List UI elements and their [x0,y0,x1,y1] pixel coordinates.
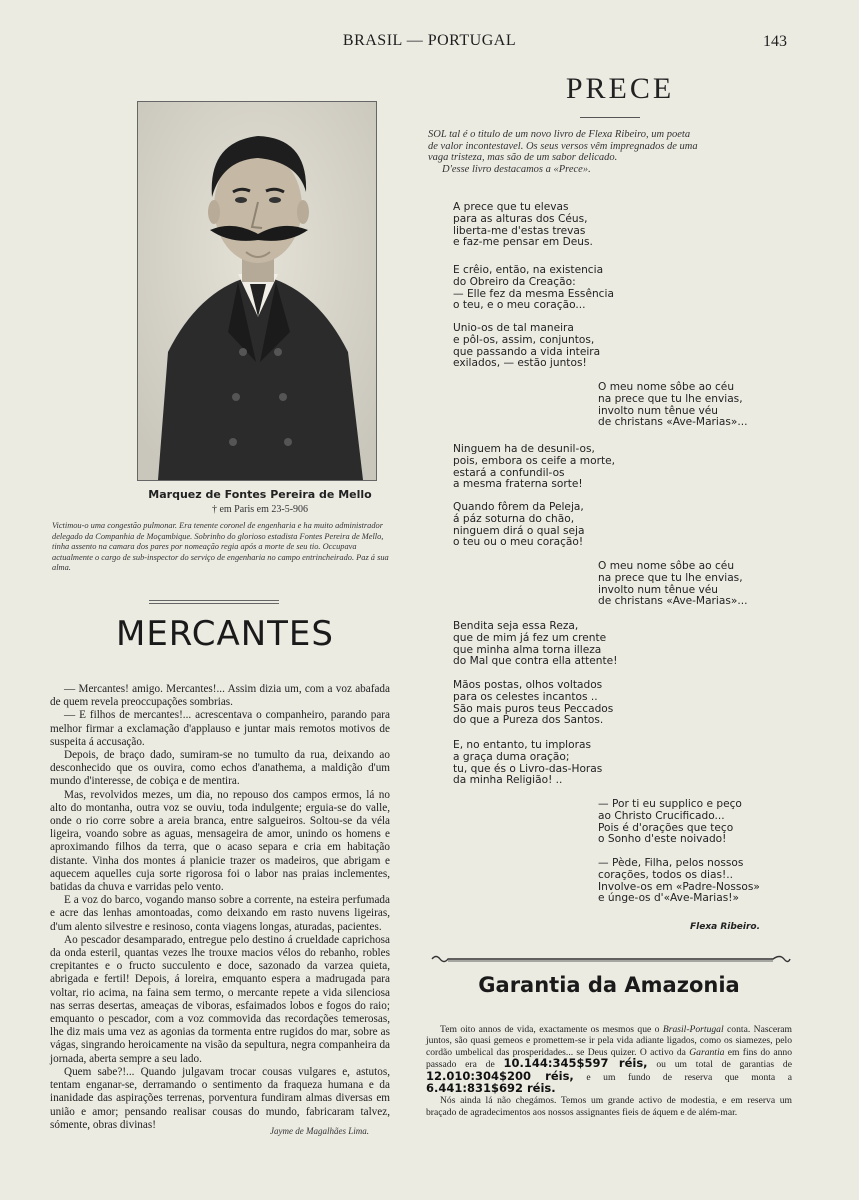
poem-line: ao Christo Crucificado... [598,809,725,822]
poem-stanza [598,858,760,905]
poem-line: O meu nome sôbe ao céu [598,560,735,572]
garantia-title: Garantia da Amazonia [478,973,740,997]
text-run: Tem oito annos de vida, exactamente os mesmos que o [440,1024,663,1035]
poem-line: E crêio, então, na existencia [453,264,604,276]
text-run: conta. Nasceram juntos, são quasi gemeos e promettem-se ir pela vida adiante ligados, como os siamezes, pelo cordão umbelical das prosperidades... se Deus quizer. O activo da [426,1024,792,1058]
text-run: Brasil-Portugal [662,1024,724,1035]
poem-line: Ninguem ha de desunil-os, [453,443,595,455]
poem-stanza [453,502,584,549]
text-run: em fins do anno passado era de [426,1046,792,1071]
garantia-body [426,1024,792,1118]
page-number: 143 [763,33,787,50]
intro-line: D'esse livro destacamos a «Prece». [442,163,591,175]
text-run: ou um total de garantias de [647,1059,792,1071]
story-paragraph: Quem sabe?!... Quando julgavam trocar cousas vulgares e, astutos, tentam enganar-se, derramando o sentimento da fraqueza humana e da inanidade das aspirações terrenas, porventura fundiram almas diversas em união e amor; pensando realisar cousas do mundo, fabricaram talvez, sómente, obras divinas! [50,1065,390,1131]
poem-line: E, no entanto, tu imploras [453,739,591,751]
poem-line: o teu, e o meu coração... [453,299,586,312]
story-paragraph: Ao pescador desamparado, entregue pelo destino á crueldade caprichosa da onda esteril, quantas vezes lhe trouxe macios vélos do rebanho, robles crepitantes e o fructo succulento e doce, sazonado da varzea quieta, abrigada e fertil! Depois, á loreira, emquanto espera a madrugada para voltar, rio acima, na faina sem termo, o mercante repete a vida silenciosa nas serras desertas, ameaças de viboras, esfaimados lobos e fogos do raio; emquanto o pescador, com a voz commovida das recordações temerosas, lhe diz mais uma vez as agonias da tormenta entre rugidos do mar, sobre as vágas, singrando heroicamente na visão da sepultura, negra companheira da jornada, aberta sempre a seu lado. [50,933,390,1065]
poem-line: que passando a vida inteira [453,345,601,358]
poem-line: de christans «Ave-Marias»... [598,595,748,608]
story-paragraph: Depois, de braço dado, sumiram-se no tumulto da rua, deixando ao desconhecido que os ouvira, como echos d'anathema, a maldição d'um mundo d'interesse, de cobiça e de mentira. [50,749,390,788]
poem-line: para as alturas dos Céus, [453,212,588,225]
poem-line: a graça duma oração; [453,750,570,763]
poem-stanza [453,621,617,668]
poem-stanza [598,561,747,608]
poem-line: involto num tênue véu [598,583,718,596]
poem-line: São mais puros teus Peccados [453,702,614,715]
poem-line: Bendita seja essa Reza, [453,620,579,632]
portrait-caption: Victimou-o uma congestão pulmonar. Era tenente coronel de engenharia e ha muito administrador delegado da Companhia de Moçambique. Sobrinho do glorioso estadista Fontes Pereira de Mello, tinha assento na camara dos pares por nomeação regia após a morte de seu tio. Occupava actualmente o cargo de sub-inspector do serviço de engenharia no campo entrincheirado. Paz á sua alma. [52,521,389,572]
reserve-value: 6.441:831$692 réis. [426,1081,556,1096]
poem-line: exilados, — estão juntos! [453,357,587,370]
mercantes-story [50,683,390,1132]
poem-line: o Sonho d'este noivado! [598,833,727,846]
prece-author: Flexa Ribeiro. [690,922,761,932]
poem-line: na prece que tu lhe envias, [598,571,743,584]
poem-line: Pois é d'orações que teço [598,821,734,834]
poem-stanza [453,323,600,370]
section-divider [149,600,279,605]
mercantes-author: Jayme de Magalhães Lima. [270,1126,369,1136]
poem-line: que de mim já fez um crente [453,631,607,644]
portrait-death-date: † em Paris em 23-5-906 [211,504,309,515]
poem-line: pois, embora os ceife a morte, [453,454,615,467]
poem-line: — Elle fez da mesma Essência [453,287,614,300]
poem-line: involto num tênue véu [598,404,718,417]
poem-line: do Mal que contra ella attente! [453,655,618,668]
poem-stanza [453,680,613,727]
text-run: Garantia [689,1046,725,1058]
poem-line: da minha Religião! .. [453,774,563,787]
poem-line: liberta-me d'estas trevas [453,224,586,237]
story-paragraph: — E filhos de mercantes!... acrescentava o companheiro, parando para melhor firmar a exclamação d'applauso e juntar mais remotos motivos de suspeita á accusação. [50,709,390,748]
poem-line: na prece que tu lhe envias, [598,392,743,405]
prece-title-rule [580,117,640,118]
poem-line: que minha alma torna illeza [453,643,602,656]
poem-line: Involve-os em «Padre-Nossos» [598,880,760,893]
prece-title: PRECE [565,72,675,105]
poem-stanza [598,382,747,429]
portrait-photo [137,101,377,481]
assets-value: 10.144:345$597 réis, [503,1056,648,1071]
poem-line: de christans «Ave-Marias»... [598,416,748,429]
intro-line: SOL tal é o titulo de um novo livro de Flexa Ribeiro, um poeta [428,129,691,140]
guarantees-value: 12.010:304$200 réis, [426,1068,574,1083]
poem-line: corações, todos os dias!.. [598,868,733,881]
poem-line: a mesma fraterna sorte! [453,478,583,491]
poem-line: estará a confundil-os [453,466,565,479]
poem-line: Unio-os de tal maneira [453,322,574,334]
intro-line: de valor incontestavel. Os seus versos vêm impregnados de uma [428,140,698,152]
mercantes-title: MERCANTES [115,614,334,654]
poem-stanza [598,799,742,846]
story-paragraph: — Mercantes! amigo. Mercantes!... Assim dizia um, com a voz abafada de quem revela preoccupações sombrias. [50,683,390,709]
poem-line: e faz-me pensar em Deus. [453,236,593,249]
poem-line: para os celestes incantos .. [453,690,598,703]
poem-line: — Pède, Filha, pelos nossos [598,857,744,869]
poem-line: tu, que és o Livro-das-Horas [453,762,603,775]
portrait-name: Marquez de Fontes Pereira de Mello [148,488,372,501]
poem-line: e únge-os d'«Ave-Marias!» [598,892,739,905]
intro-line: vaga tristeza, mas são de um sabor delicado. [428,152,618,164]
text-run: e um fundo de reserva que monta a [573,1071,792,1083]
poem-line: A prece que tu elevas [453,201,569,213]
poem-line: do que a Pureza dos Santos. [453,714,604,727]
poem-stanza [453,740,602,787]
poem-line: O meu nome sôbe ao céu [598,381,735,393]
poem-line: o teu ou o meu coração! [453,536,584,549]
poem-line: ninguem dirá o qual seja [453,524,585,537]
poem-line: e pôl-os, assim, conjuntos, [453,333,595,346]
poem-line: — Por ti eu supplico e peço [598,798,742,810]
poem-stanza [453,444,615,491]
poem-line: do Obreiro da Creação: [453,275,576,288]
page-header-title: BRASIL — PORTUGAL [342,32,517,49]
poem-stanza [453,202,593,249]
poem-stanza [453,265,614,312]
story-paragraph: E a voz do barco, vogando manso sobre a corrente, na esteira perfumada e acre das lenhas amontoadas, como deixando em rasto nuvens ligeiras, d'um alento silvestre e resinoso, conta viagens longas, aturadas, pacientes. [50,894,390,933]
garantia-paragraph: Nós ainda lá não chegámos. Temos um grande activo de modestia, e em reserva um braçado de agradecimentos aos nossos assignantes fieis de áquem e de além-mar. [426,1095,792,1118]
prece-intro [428,129,788,175]
poem-line: Mãos postas, olhos voltados [453,679,603,691]
story-paragraph: Mas, revolvidos mezes, um dia, no repouso dos campos ermos, lá no alto do montanha, outra voz se ouviu, toda indulgente; erguia-se do valle, onde o rio corre sobre a areia branca, entre salgueiros. Soltou-se da véla ligeira, voando sobre as aguas, mensageira de amor, unindo os homens e aproximando filhos da terra, que o acaso separa e cria em habitação distante. Vinha dos montes á planicie trazer os madeiros, que abrigam e aquecem aquelles cuja sorte rigorosa foi o labor nas praias inclementes, batidas da chuva e varridas pelo vento. [50,788,390,894]
poem-line: á páz soturna do chão, [453,512,575,525]
poem-line: Quando fôrem da Peleja, [453,501,584,513]
ornamental-rule [428,950,793,962]
garantia-paragraph [426,1024,792,1095]
